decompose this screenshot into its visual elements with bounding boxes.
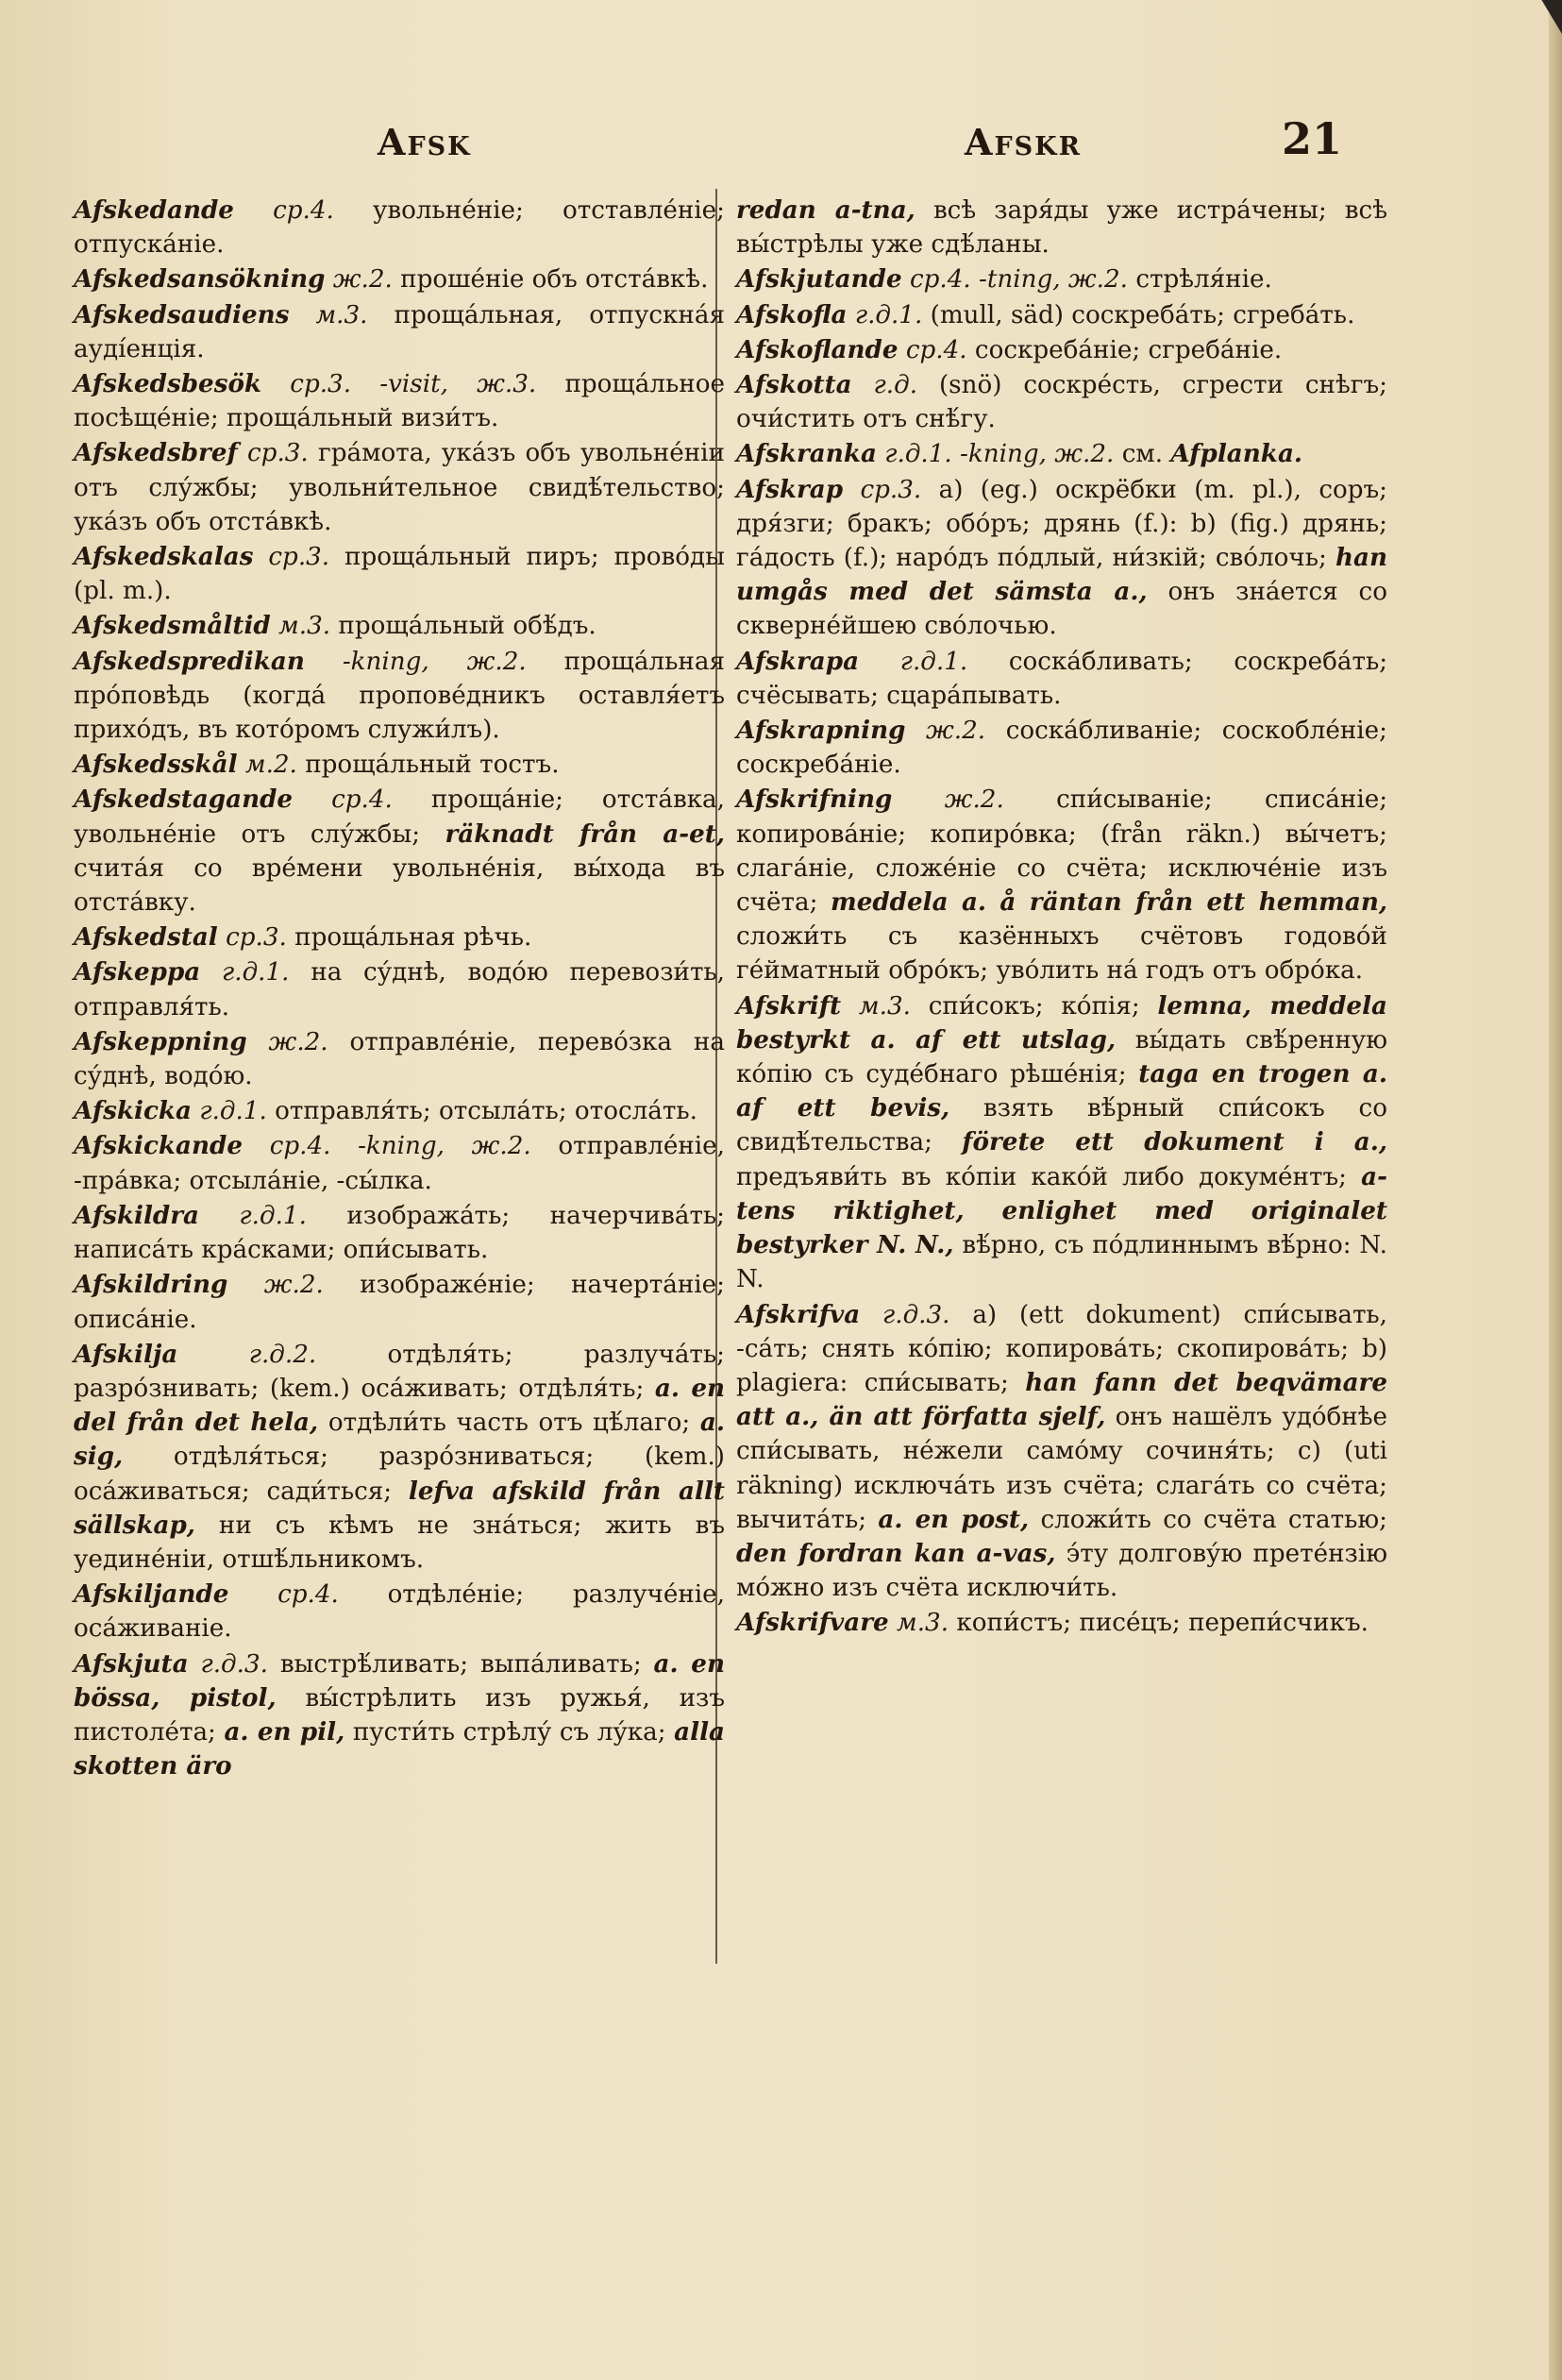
headword: Afskeppa (74, 957, 201, 987)
definition: проща́льная про́повѣдь (когда́ пропове́дникъ оставля́етъ прихо́дъ, въ кото́ромъ служи́лъ). (74, 647, 726, 745)
dictionary-entry (736, 714, 1387, 782)
grammar-label: -kning, ж.2. (342, 647, 527, 676)
swedish-example: han umgås med det sämsta a., (736, 543, 1388, 607)
dictionary-entry (74, 1094, 725, 1128)
headword: Afskedsaudiens (74, 299, 290, 329)
dictionary-entry (736, 298, 1387, 332)
definition: счита́я со вре́мени увольне́нія, вы́хода въ отста́вку. (74, 853, 725, 918)
definition: спи́сываніе; списа́ніе; копирова́ніе; копиро́вка; (från räkn.) вы́четъ; слага́ніе, сложе́ніе со счёта; исключе́ніе изъ счёта; (736, 785, 1388, 918)
dictionary-entry (74, 367, 725, 435)
dictionary-entry (74, 609, 725, 643)
dictionary-entry (736, 989, 1387, 1297)
swedish-example: lefva afskild från allt sällskap, (74, 1476, 725, 1540)
grammar-label: г.д.2. (248, 1340, 317, 1369)
running-header (0, 113, 1562, 177)
grammar-label: ж.2. (926, 717, 986, 746)
swedish-example: alla skotten äro (74, 1716, 726, 1781)
definition: отправле́ніе, перево́зка на су́днѣ, водо́ю. (74, 1027, 725, 1091)
swedish-example: a. en pil, (224, 1716, 345, 1747)
definition: отдѣля́ться; разро́зниваться; (kem.) оса́живаться; сади́ться; (74, 1443, 725, 1506)
swedish-example: redan a-tna, (736, 195, 915, 225)
headword: Afskedspredikan (74, 646, 305, 676)
headword: Afskedsskål (74, 750, 238, 780)
grammar-label: м.3. (278, 612, 331, 641)
dictionary-entry (74, 920, 725, 954)
grammar-label: ср.3. (247, 439, 309, 468)
definition: соскреба́ніе; сгреба́ніе. (974, 335, 1283, 364)
swedish-example: a. sig, (74, 1408, 726, 1472)
definition: онъ зна́ется со скверне́йшею сво́лочью. (736, 578, 1387, 641)
grammar-label: ср.4. (331, 785, 393, 815)
left-column (74, 194, 725, 1784)
swedish-example: Afplanka. (1170, 439, 1303, 469)
definition: вы́дать свѣ́ренную ко́пію съ судéбнаго рѣше́нія; (736, 1025, 1387, 1089)
definition: онъ нашёлъ удо́бнѣе спи́сывать, не́жели само́му сочиня́ть; c) (uti räkning) исключа́ть изъ счёта; слага́ть со счёта; вычита́ть; (736, 1403, 1387, 1534)
definition: стрѣля́ніе. (1135, 265, 1272, 295)
definition: отдѣля́ть; разлуча́ть; разро́знивать; (kem.) оса́живать; отдѣля́ть; (74, 1340, 725, 1403)
dictionary-entry (74, 1199, 725, 1267)
definition: взять вѣ́рный спи́сокъ со свидѣ́тельства; (736, 1094, 1387, 1157)
grammar-label: ж.2. (944, 785, 1004, 815)
headword: Afskedstagande (74, 785, 294, 815)
headword: Afskedsmåltid (74, 611, 271, 641)
definition: (mull, säd) соскреба́ть; сгреба́ть. (930, 300, 1355, 329)
dictionary-entry (736, 194, 1387, 262)
grammar-label: ср.3. -visit, ж.3. (290, 370, 537, 399)
definition: отправле́ніе, -пра́вка; отсыла́ніе, -сы́лка. (74, 1132, 725, 1195)
definition: проща́льный обѣ́дъ. (338, 612, 596, 641)
dictionary-entry (736, 645, 1387, 713)
headword: Afskrifva (736, 1299, 861, 1329)
header-right-guide-word: Afskr (965, 121, 1083, 163)
grammar-label: г.д.3. (200, 1649, 268, 1679)
swedish-example: a-tens riktighet, enlighet med originalet bestyrker N. N., (736, 1161, 1387, 1260)
dictionary-entry (74, 955, 725, 1023)
dictionary-entry (74, 436, 725, 539)
grammar-label: ср.3. (860, 475, 922, 504)
definition: вы́стрѣлить изъ ружья́, изъ пистоле́та; (74, 1683, 726, 1747)
dictionary-entry (74, 194, 725, 262)
dictionary-entry (74, 645, 725, 748)
definition: гра́мота, ука́зъ объ увольне́ніи отъ слу́жбы; увольни́тельное свидѣ́тельство; ука́зъ объ отста́вкѣ. (74, 439, 725, 536)
definition: сложи́ть со счёта статью; (1040, 1505, 1388, 1534)
swedish-example: a. en del från det hela, (74, 1373, 726, 1438)
grammar-label: г.д.1. (899, 647, 968, 676)
dictionary-entry (74, 1647, 725, 1784)
dictionary-entry (74, 262, 725, 296)
swedish-example: han fann det beqvämare att a., än att författa sjelf, (736, 1367, 1387, 1432)
grammar-label: ср.4. -tning, ж.2. (909, 265, 1128, 295)
definition: пусти́ть стрѣлу́ съ лу́ка; (352, 1717, 666, 1747)
definition: (snö) соскре́сть, сгрести снѣгъ; очи́стить отъ снѣ́гу. (736, 371, 1387, 434)
grammar-label: ср.4. (905, 335, 967, 364)
definition: ни съ кѣмъ не зна́ться; жить въ уедине́ніи, отшѣ́льникомъ. (74, 1511, 726, 1574)
grammar-label: г.д.1. (199, 1097, 267, 1126)
headword: Afskedsansökning (74, 264, 326, 295)
grammar-label: ж.2. (332, 265, 393, 295)
dictionary-entry (74, 783, 725, 920)
headword: Afskjutande (736, 264, 902, 295)
headword: Afskrapa (736, 646, 860, 676)
page-number: 21 (1282, 113, 1343, 164)
dictionary-entry (74, 1129, 725, 1197)
headword: Afskildra (74, 1200, 199, 1230)
headword: Afskedande (74, 195, 234, 225)
headword: Afskrap (736, 474, 844, 504)
grammar-label: г.д.1. -kning, ж.2. (884, 440, 1115, 469)
headword: Afskjuta (74, 1648, 189, 1679)
grammar-label: м.3. (315, 300, 368, 329)
definition: проща́льный пиръ; прово́ды (pl. m.). (74, 543, 725, 606)
definition: всѣ заря́ды уже истра́чены; всѣ вы́стрѣлы уже сдѣ́ланы. (736, 196, 1387, 260)
dictionary-entry (736, 1606, 1387, 1640)
grammar-label: г.д.1. (222, 958, 290, 987)
definition: изображе́ніе; начерта́ніе; описа́ніе. (74, 1271, 725, 1334)
grammar-label: м.3. (897, 1609, 949, 1638)
definition: э́ту долгову́ю прете́нзію мо́жно изъ счёта исключи́ть. (736, 1539, 1388, 1603)
definition: изобража́ть; начерчива́ть; написа́ть кра́сками; опи́сывать. (74, 1201, 726, 1265)
definition: проше́ніе объ отста́вкѣ. (400, 265, 709, 295)
definition: вѣ́рно, съ по́длиннымъ вѣ́рно: N. N. (736, 1231, 1387, 1294)
definition: см. (1121, 440, 1164, 469)
headword: Afskilja (74, 1339, 178, 1369)
definition: отправля́ть; отсыла́ть; отосла́ть. (275, 1097, 697, 1126)
dictionary-entry (736, 783, 1387, 987)
swedish-example: den fordran kan a-vas, (736, 1538, 1056, 1568)
dictionary-entry (736, 333, 1387, 367)
swedish-example: förete ett dokument i a., (962, 1127, 1387, 1157)
grammar-label: г.д.3. (882, 1300, 950, 1329)
definition: соска́бливать; соскреба́ть; счёсывать; сцара́пывать. (736, 647, 1388, 710)
headword: Afskrifvare (736, 1608, 889, 1638)
grammar-label: м.2. (244, 751, 297, 780)
headword: Afskedskalas (74, 542, 254, 572)
grammar-label: м.3. (858, 991, 911, 1021)
definition: предъяви́ть въ ко́піи како́й либо докуме́нтъ; (736, 1162, 1347, 1191)
grammar-label: ср.4. -kning, ж.2. (269, 1132, 531, 1161)
headword: Afskrifning (736, 785, 893, 815)
definition: копи́стъ; писе́цъ; перепи́счикъ. (956, 1609, 1369, 1638)
dictionary-entry (74, 1338, 725, 1577)
grammar-label: ж.2. (268, 1027, 328, 1056)
definition: a) (ett dokument) спи́сывать, -са́ть; снять ко́пію; копирова́ть; скопирова́ть; b) plagiera: спи́сывать; (736, 1300, 1388, 1397)
definition: увольне́ніе; отставле́ніе; отпуска́ніе. (74, 196, 725, 260)
grammar-label: ср.3. (226, 923, 287, 953)
dictionary-entry (736, 1298, 1387, 1606)
dictionary-entry (74, 1268, 725, 1336)
headword: Afskildring (74, 1270, 228, 1300)
definition: проща́льный тостъ. (305, 751, 560, 780)
headword: Afskranka (736, 439, 877, 469)
dictionary-entry (736, 262, 1387, 296)
definition: проща́льная, отпускна́я ауді́енція. (74, 300, 725, 363)
definition: отдѣли́ть часть отъ цѣ́лаго; (328, 1409, 691, 1438)
grammar-label: г.д.1. (854, 300, 923, 329)
grammar-label: ср.3. (268, 543, 330, 572)
definition: сложи́ть съ казённыхъ счётовъ годово́й ге́йматный обро́къ; уво́лить на́ годъ отъ обро́ка. (736, 922, 1387, 986)
header-left-guide-word: Afsk (378, 121, 472, 163)
grammar-label: г.д.1. (239, 1201, 307, 1230)
swedish-example: a. en post, (878, 1504, 1030, 1534)
swedish-example: lemna, meddela bestyrkt a. af ett utslag, (736, 990, 1388, 1055)
headword: Afskiljande (74, 1579, 229, 1610)
definition: отдѣле́ніе; разлуче́ніе, оса́живаніе. (74, 1580, 725, 1644)
definition: проща́ніе; отста́вка, увольне́ніе отъ слу́жбы; (74, 785, 725, 849)
headword: Afskeppning (74, 1026, 247, 1056)
headword: Afskedstal (74, 922, 218, 953)
dictionary-entry (74, 1025, 725, 1093)
headword: Afskoflande (736, 334, 899, 364)
dictionary-entry (74, 540, 725, 608)
dictionary-entry (736, 473, 1387, 644)
dictionary-entry (74, 298, 725, 366)
headword: Afskotta (736, 370, 852, 400)
swedish-example: räknadt från a-et, (445, 819, 725, 849)
right-column (736, 194, 1387, 1642)
grammar-label: ж.2. (263, 1271, 324, 1300)
definition: проща́льное посѣще́ніе; проща́льный визи́тъ. (74, 370, 725, 433)
dictionary-entry (736, 437, 1387, 471)
headword: Afskedsbesök (74, 369, 262, 399)
swedish-example: taga en trogen a. af ett bevis, (736, 1059, 1387, 1123)
page-edge (1549, 0, 1562, 2380)
definition: a) (eg.) оскрёбки (m. pl.), соръ; дря́зги; бракъ; обо́ръ; дрянь (f.): b) (fig.) дрянь; га́дость (f.); наро́дъ по́длый, ни́зкій; сво́лочь; (736, 475, 1387, 573)
grammar-label: ср.4. (273, 196, 334, 225)
swedish-example: a. en bössa, pistol, (74, 1648, 725, 1713)
headword: Afskrift (736, 990, 842, 1021)
headword: Afskedsbref (74, 438, 238, 468)
headword: Afskofla (736, 299, 848, 329)
headword: Afskickande (74, 1131, 244, 1161)
grammar-label: г.д. (873, 371, 918, 400)
swedish-example: meddela a. å räntan från ett hemman, (831, 887, 1387, 918)
grammar-label: ср.4. (277, 1580, 339, 1610)
definition: выстрѣ́ливать; выпа́ливать; (279, 1649, 642, 1679)
dictionary-entry (74, 748, 725, 782)
headword: Afskrapning (736, 716, 906, 746)
definition: на су́днѣ, водо́ю перевози́ть, отправля́ть. (74, 958, 726, 1021)
headword: Afskicka (74, 1096, 193, 1126)
definition: спи́сокъ; ко́пія; (928, 991, 1140, 1021)
definition: соска́бливаніе; соскобле́ніе; соскреба́ніе. (736, 717, 1388, 780)
dictionary-entry (74, 1578, 725, 1646)
definition: проща́льная рѣчь. (294, 923, 532, 953)
dictionary-entry (736, 368, 1387, 436)
